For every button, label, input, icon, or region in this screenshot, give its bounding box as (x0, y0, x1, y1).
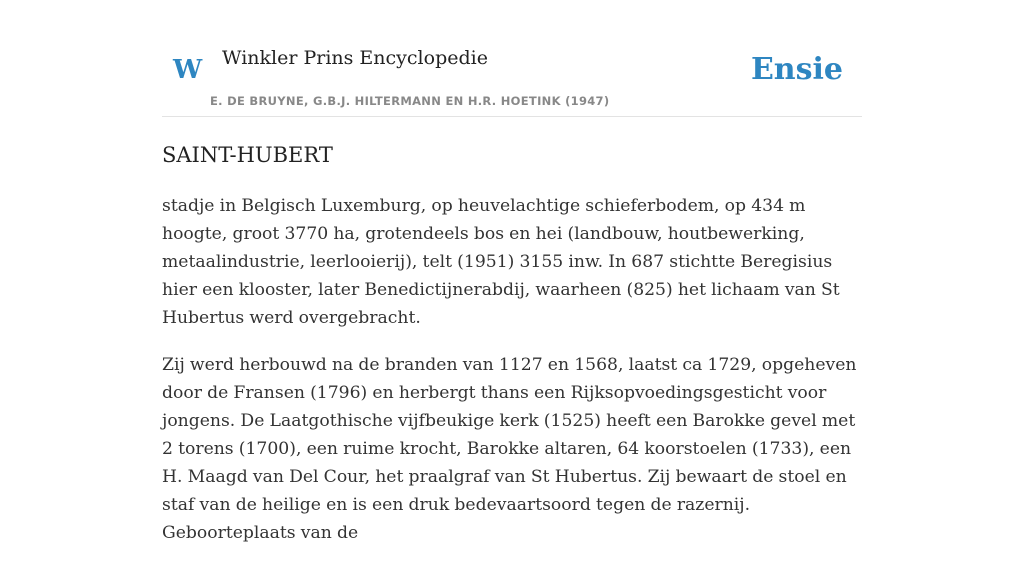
source-logo[interactable]: W (173, 55, 203, 85)
source-title[interactable]: Winkler Prins Encyclopedie (222, 47, 488, 69)
brand-logo[interactable]: Ensie (750, 52, 843, 87)
entry-body (162, 192, 862, 566)
entry-title: SAINT-HUBERT (162, 143, 333, 167)
article-container (162, 0, 862, 543)
source-header (162, 0, 862, 117)
entry-paragraph: stadje in Belgisch Luxemburg, op heuvelachtige schieferbodem, op 434 m hoogte, groot 3770 ha, grotendeels bos en hei (landbouw, houtbewerking, metaalindustrie, leerlooierij), telt (1951) 3155 inw. In 687 stichtte Beregisius hier een klooster, later Benedictijnerabdij, waarheen (825) het lichaam van St Hubertus werd overgebracht. (162, 196, 840, 328)
entry-paragraph: Zij werd herbouwd na de branden van 1127 en 1568, laatst ca 1729, opgeheven door de Fransen (1796) en herbergt thans een Rijksopvoedingsgesticht voor jongens. De Laatgothische vijfbeukige kerk (1525) heeft een Barokke gevel met 2 torens (1700), een ruime krocht, Barokke altaren, 64 koorstoelen (1733), een H. Maagd van Del Cour, het praalgraf van St Hubertus. Zij bewaart de stoel en staf van de heilige en is een druk bedevaartsoord tegen de razernij. Geboorteplaats van de (162, 355, 857, 543)
source-authors: E. DE BRUYNE, G.B.J. HILTERMANN EN H.R. HOETINK (1947) (210, 94, 610, 108)
